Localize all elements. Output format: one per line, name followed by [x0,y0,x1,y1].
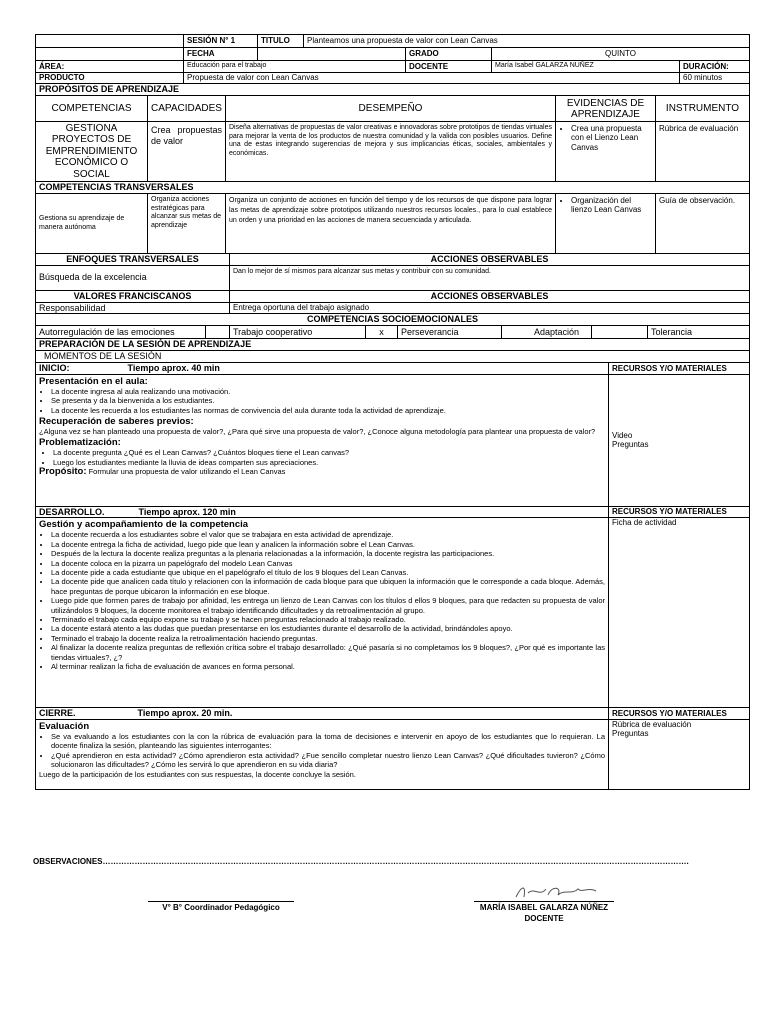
presentation-item: • La docente ingresa al aula realizando una motivación. [51,387,605,396]
closing-header [36,708,609,720]
evidencia-cell [556,122,656,182]
header-blank-cell [36,35,184,48]
values-actions-title: ACCIONES OBSERVABLES [230,290,750,302]
socioemotional-item: Perseverancia [398,326,502,339]
evaluation-title: Evaluación [39,720,90,732]
transversal-evidencia-cell [556,194,656,254]
start-content [36,374,609,506]
teacher-role: DOCENTE [524,914,564,923]
evidencia-item: • Crea una propuesta con el Lienzo Lean Canvas [571,124,652,152]
header-blank-cell [36,48,184,61]
development-time: Tiempo aprox. 120 min [138,506,236,517]
start-header [36,362,609,374]
col-capacidades: CAPACIDADES [148,96,226,122]
teacher-value: María Isabel GALARZA NUÑEZ [492,61,680,73]
development-list [39,530,605,671]
development-label: DESARROLLO. [39,506,105,517]
start-resources-title: RECURSOS Y/O MATERIALES [609,362,750,374]
socioemotional-item: Autorregulación de las emociones [36,326,206,339]
approaches-table [35,253,750,339]
socioemotional-item: Tolerancia [648,326,750,339]
closing-resources-title: RECURSOS Y/O MATERIALES [609,708,750,720]
coordinator-label: V° B° Coordinador Pedagógico [162,903,280,912]
approaches-actions-title: ACCIONES OBSERVABLES [230,254,750,266]
approach-action: Dan lo mejor de sí mismos para alcanzar sus metas y contribuir con su comunidad. [230,265,750,290]
title-label: TITULO [258,35,304,48]
approaches-title: ENFOQUES TRANSVERSALES [36,254,230,266]
development-resource: Ficha de actividad [612,518,677,528]
development-item: • Terminado el trabajo la docente realiza la retroalimentación haciendo preguntas. [51,634,605,643]
development-content [36,518,609,708]
transversal-capacidad-cell: Organiza acciones estratégicas para alcanzar sus metas de aprendizaje [148,194,226,254]
grade-value: QUINTO [492,48,750,61]
start-resource: Video [612,430,633,440]
development-header [36,506,609,518]
transversal-title: COMPETENCIAS TRANSVERSALES [36,182,750,194]
start-label: INICIO: [39,362,70,373]
col-evidencias: EVIDENCIAS DE APRENDIZAJE [556,96,656,122]
duration-value: 60 minutos [680,73,750,84]
problematization-item: • Luego los estudiantes mediante la lluvia de ideas comparten sus apreciaciones. [53,458,605,467]
closing-resource: Rúbrica de evaluación [612,719,692,729]
session-moments-table [35,338,750,790]
development-resources [609,518,750,708]
observations: OBSERVACIONES…………………………………………………………………………………………………………………………………………………………………………………………………. [33,857,689,866]
development-item: • La docente estará atento a las dudas que puedan presentarse en los estudiantes durante el desarrollo de la actividad, brindándoles apoyo. [51,624,605,633]
value-name: Responsabilidad [36,302,230,314]
development-item: • Al terminar realizan la ficha de evaluación de avances en forma personal. [51,662,605,671]
approach-value: Búsqueda de la excelencia [36,265,230,290]
closing-final: Luego de la participación de los estudiantes con sus respuestas, la docente concluye la sesión. [39,769,356,779]
presentation-title: Presentación en el aula: [39,375,148,387]
closing-time: Tiempo aprox. 20 min. [137,708,233,719]
problematization-item: • La docente pregunta ¿Qué es el Lean Canvas? ¿Cuántos bloques tiene el Lean canvas? [53,448,605,457]
development-item: • La docente entrega la ficha de actividad, luego pide que lean y analicen la información sobre el Lean Canvas. [51,540,605,549]
value-action: Entrega oportuna del trabajo asignado [230,302,750,314]
col-desempeno: DESEMPEÑO [226,96,556,122]
prior-knowledge-title: Recuperación de saberes previos: [39,416,194,427]
moments-title: MOMENTOS DE LA SESIÓN [36,351,750,363]
purpose-label: Propósito: [39,466,87,478]
date-label: FECHA [184,48,258,61]
transversal-instrumento-cell: Guía de observación. [656,194,750,254]
instrumento-cell: Rúbrica de evaluación [656,122,750,182]
col-competencias: COMPETENCIAS [36,96,148,122]
header-table [35,34,750,84]
col-instrumento: INSTRUMENTO [656,96,750,122]
closing-item: • ¿Qué aprendieron en esta actividad? ¿Cómo aprendieron esta actividad? ¿Fue sencillo completar nuestro lienzo Lean Canvas? ¿Qué dificultades tuvieron? ¿Cómo solucionaron las dificultades? ¿Cómo les servirá lo que aprendieron en su vida diaria? [51,751,605,770]
development-item: • La docente pide a cada estudiante que ubique en el papelógrafo el título de los 9 bloques del Lean Canvas. [51,568,605,577]
problematization-title: Problematización: [39,437,121,449]
development-item: • La docente coloca en la pizarra un papelógrafo del modelo Lean Canvas [51,559,605,568]
area-label: ÁREA: [36,61,184,73]
date-value [258,48,406,61]
start-time: Tiempo aprox. 40 min [127,362,220,373]
teacher-name: MARÍA ISABEL GALARZA NÚÑEZ [479,903,609,912]
transversal-evidencia-item: • Organización del lienzo Lean Canvas [571,196,652,215]
socioemotional-item: Trabajo cooperativo [230,326,366,339]
desempeno-cell: Diseña alternativas de propuestas de valor creativas e innovadoras sobre prototipos de tiendas virtuales para mejorar la venta de los productos de nuestra comunidad y la valida con posibles usuarios. Define una de estas integrando sugerencias de mejora y sus implicancias éticas, sociales, ambientales y económicas. [226,122,556,182]
development-item: • La docente recuerda a los estudiantes sobre el valor que se trabajara en esta actividad de aprendizaje. [51,530,605,539]
development-resources-title: RECURSOS Y/O MATERIALES [609,506,750,518]
closing-item: • Se va evaluando a los estudiantes con la con la rúbrica de evaluación para la toma de decisiones e intervenir en apoyo de los estudiantes que lo requieran. La docente finaliza la sesión, planteando las siguientes interrogantes: [51,732,605,751]
start-resource: Preguntas [612,440,649,450]
teacher-signature [512,883,602,901]
preparation-title: PREPARACIÓN DE LA SESIÓN DE APRENDIZAJE [36,339,750,351]
start-resources [609,374,750,506]
capacidad-cell: Crea propuestas de valor [148,122,226,182]
duration-cell [680,61,750,73]
area-value: Educación para el trabajo [184,61,406,73]
socioemotional-check [206,326,230,339]
duration-label: DURACIÓN: [683,61,729,71]
development-item: • La docente pide que analicen cada título y relacionen con la información de cada bloque para que ubiquen la información que le corresponde a cada bloque. Además, hace preguntas de porque ubicaron la información en ese bloque. [51,577,605,596]
socioemotional-title: COMPETENCIAS SOCIOEMOCIONALES [36,314,750,326]
title-value: Planteamos una propuesta de valor con Lean Canvas [304,35,750,48]
development-item: • Al finalizar la docente realiza preguntas de reflexión crítica sobre el trabajo desarrollado: ¿Qué pasaría si no completamos los 9 bloques?, ¿Por qué es importante las tiendas virtuales?, ¿? [51,643,605,662]
closing-resource: Preguntas [612,729,649,739]
development-item: • Terminado el trabajo cada equipo expone su trabajo y se hacen preguntas relacionado al trabajo realizado. [51,615,605,624]
development-item: • Después de la lectura la docente realiza preguntas a la plenaria relacionadas a la información, la docente registra las participaciones. [51,549,605,558]
socioemotional-check: x [366,326,398,339]
closing-label: CIERRE. [39,708,76,719]
purpose-text: Formular una propuesta de valor utilizando el Lean Canvas [88,467,286,477]
transversal-competencia-cell: Gestiona su aprendizaje de manera autónoma [36,194,148,254]
closing-content [36,719,609,789]
teacher-signature-line [474,901,614,902]
competence-management-title: Gestión y acompañamiento de la competencia [39,519,249,531]
socioemotional-check [592,326,648,339]
purposes-table [35,83,750,254]
purposes-title: PROPÓSITOS DE APRENDIZAJE [36,84,750,96]
grade-label: GRADO [406,48,492,61]
teacher-label: DOCENTE [406,61,492,73]
socioemotional-item: Adaptación [502,326,592,339]
competencia-cell: GESTIONA PROYECTOS DE EMPRENDIMIENTO ECONÓMICO O SOCIAL [36,122,148,182]
purpose-line [39,467,605,476]
transversal-desempeno-cell: Organiza un conjunto de acciones en función del tiempo y de los recursos de que dispone para lograr las metas de aprendizaje sobre prototipos utilizando nuestros recursos locales., para lo cual establece un orden y una prioridad en las acciones de manera secuenciada y articulada. [226,194,556,254]
product-value: Propuesta de valor con Lean Canvas [184,73,680,84]
signature-scribble-icon [512,883,602,901]
closing-resources [609,719,750,789]
footer [0,855,768,1024]
presentation-item: • Se presenta y da la bienvenida a los estudiantes. [51,396,605,405]
session-number-label: SESIÓN N° 1 [184,35,258,48]
values-title: VALORES FRANCISCANOS [36,290,230,302]
development-item: • Luego pide que formen pares de trabajo por afinidad, les entrega un lienzo de Lean Canvas con los títulos d ellos 9 bloques, para que redacten su propuesta de valor utilizándolos 9 bloques, la docente monitorea el trabajo identificando dificultades y da retroalimentación al grupo. [51,596,605,615]
prior-knowledge-text: ¿Alguna vez se han planteado una propuesta de valor?, ¿Para qué sirve una propuesta de valor?, ¿Conoce alguna metodología para plantear una propuesta de valor? [39,427,596,436]
product-label: PRODUCTO [36,73,184,84]
presentation-item: • La docente les recuerda a los estudiantes las normas de convivencia del aula durante toda la actividad de aprendizaje. [51,406,605,415]
session-sheet [35,34,749,790]
coordinator-signature-line [148,901,294,902]
